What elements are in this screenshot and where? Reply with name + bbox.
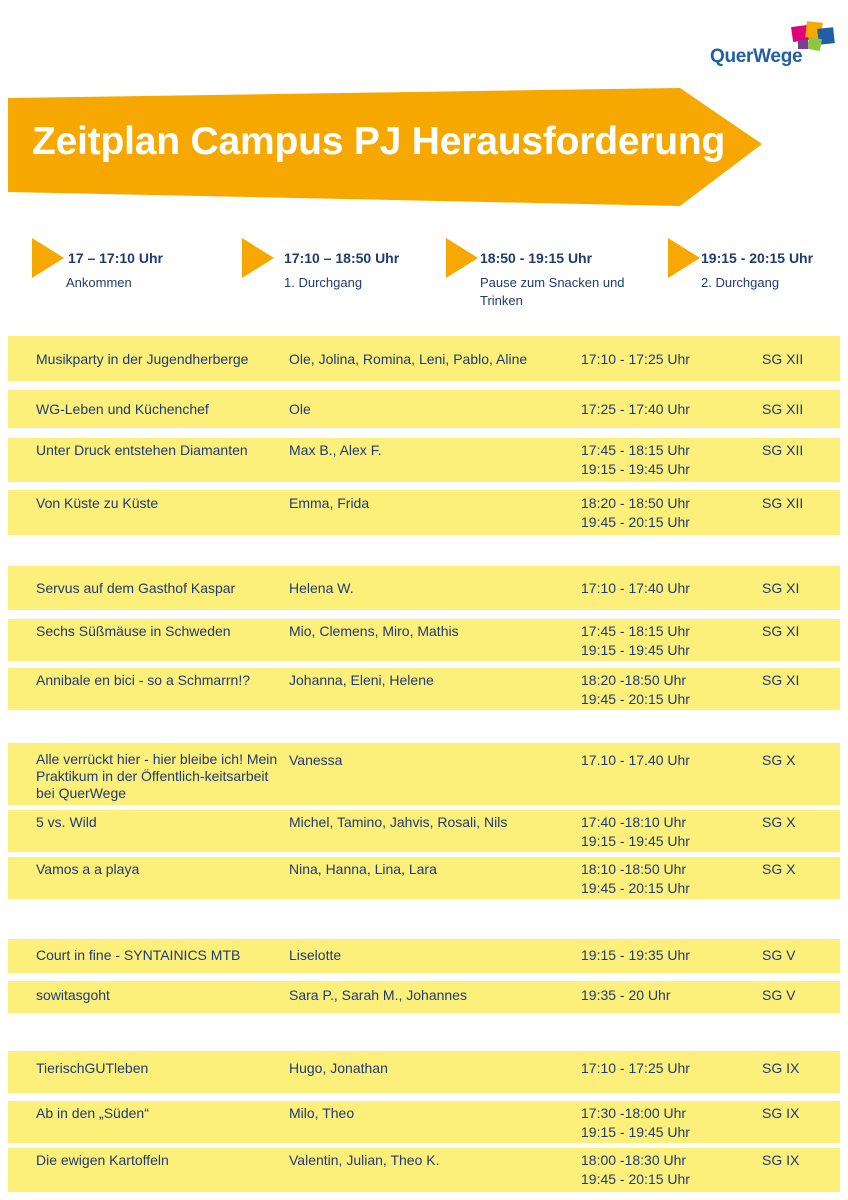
schedule-row — [8, 1051, 840, 1093]
phase-arrow-icon — [242, 238, 274, 278]
time-slot-1: 17:45 - 18:15 Uhr — [581, 442, 690, 458]
time-slot-1: 17.10 - 17.40 Uhr — [581, 752, 690, 768]
time-slots — [581, 441, 731, 479]
time-slot-1: 17:25 - 17:40 Uhr — [581, 401, 690, 417]
schedule-row — [8, 490, 840, 535]
time-slots — [581, 494, 731, 532]
phase-time: 17:10 – 18:50 Uhr — [284, 250, 400, 266]
project-title: Alle verrückt hier - hier bleibe ich! Mein Praktikum in der Öffentlich-keitsarbeit bei QuerWege — [36, 751, 278, 801]
participants: Vanessa — [289, 752, 343, 768]
time-slot-1: 18:00 -18:30 Uhr — [581, 1152, 687, 1168]
group-label: SG V — [762, 947, 796, 963]
time-slot-1: 17:10 - 17:25 Uhr — [581, 351, 690, 367]
project-title: Court in fine - SYNTAINICS MTB — [36, 947, 241, 963]
schedule-row — [8, 810, 840, 852]
participants: Michel, Tamino, Jahvis, Rosali, Nils — [289, 814, 508, 830]
time-slot-2: 19:15 - 19:45 Uhr — [581, 642, 690, 658]
phase-time: 18:50 - 19:15 Uhr — [480, 250, 593, 266]
project-title: WG-Leben und Küchenchef — [36, 401, 209, 417]
project-title: Ab in den „Süden“ — [36, 1105, 149, 1121]
participants: Liselotte — [289, 947, 342, 963]
participants: Emma, Frida — [289, 495, 370, 511]
time-slots — [581, 671, 731, 709]
phase-time: 19:15 - 20:15 Uhr — [701, 250, 814, 266]
time-slot-1: 17:10 - 17:40 Uhr — [581, 580, 690, 596]
time-slot-2: 19:45 - 20:15 Uhr — [581, 514, 690, 530]
participants: Ole — [289, 401, 311, 417]
time-slots — [581, 622, 731, 660]
schedule-row — [8, 390, 840, 428]
group-label: SG V — [762, 987, 796, 1003]
phase-arrow-icon — [32, 238, 64, 278]
time-slot-1: 17:45 - 18:15 Uhr — [581, 623, 690, 639]
participants: Nina, Hanna, Lina, Lara — [289, 861, 437, 877]
time-slot-2: 19:15 - 19:45 Uhr — [581, 461, 690, 477]
time-slot-2: 19:45 - 20:15 Uhr — [581, 880, 690, 896]
participants: Ole, Jolina, Romina, Leni, Pablo, Aline — [289, 351, 528, 367]
time-slots — [581, 986, 731, 1005]
participants: Valentin, Julian, Theo K. — [289, 1152, 440, 1168]
time-slots — [581, 751, 731, 770]
time-slots — [581, 1059, 731, 1078]
participants: Johanna, Eleni, Helene — [289, 672, 434, 688]
time-slots — [581, 350, 731, 369]
time-slots — [581, 946, 731, 965]
time-slot-1: 18:20 -18:50 Uhr — [581, 672, 687, 688]
logo-wordmark: QuerWege — [710, 46, 803, 67]
participants: Mio, Clemens, Miro, Mathis — [289, 623, 459, 639]
phase-label: 2. Durchgang — [701, 275, 780, 290]
schedule-row — [8, 1101, 840, 1143]
participants: Max B., Alex F. — [289, 442, 382, 458]
group-label: SG XII — [762, 351, 804, 367]
logo-square-green — [807, 37, 822, 51]
project-title: TierischGUTleben — [36, 1060, 149, 1076]
phase-time: 17 – 17:10 Uhr — [68, 250, 163, 266]
group-label: SG XI — [762, 623, 800, 639]
time-slots — [581, 860, 731, 898]
time-slot-1: 18:10 -18:50 Uhr — [581, 861, 687, 877]
project-title: Musikparty in der Jugendherberge — [36, 351, 249, 367]
project-title: Servus auf dem Gasthof Kaspar — [36, 580, 236, 596]
schedule-row — [8, 336, 840, 381]
group-label: SG IX — [762, 1152, 800, 1168]
group-label: SG X — [762, 752, 796, 768]
schedule-row — [8, 668, 840, 710]
project-title: Sechs Süßmäuse in Schweden — [36, 623, 231, 639]
group-label: SG XI — [762, 580, 800, 596]
schedule-row — [8, 939, 840, 973]
group-label: SG XII — [762, 495, 804, 511]
project-title: Von Küste zu Küste — [36, 495, 159, 511]
project-title: Vamos a a playa — [36, 861, 140, 877]
group-label: SG XII — [762, 442, 804, 458]
project-title: Die ewigen Kartoffeln — [36, 1152, 169, 1168]
time-slot-1: 18:20 - 18:50 Uhr — [581, 495, 690, 511]
phase-arrow-icon — [668, 238, 700, 278]
time-slot-2: 19:15 - 19:45 Uhr — [581, 1124, 690, 1140]
participants: Sara P., Sarah M., Johannes — [289, 987, 467, 1003]
participants: Milo, Theo — [289, 1105, 355, 1121]
time-slot-2: 19:45 - 20:15 Uhr — [581, 691, 690, 707]
phase-arrow-icon — [446, 238, 478, 278]
phase-label: 1. Durchgang — [284, 275, 363, 290]
project-title: Annibale en bici - so a Schmarrn!? — [36, 672, 250, 688]
phase-label: Ankommen — [66, 275, 132, 290]
querwege-logo — [708, 22, 838, 72]
time-slots — [581, 1151, 731, 1189]
group-label: SG XI — [762, 672, 800, 688]
project-title: 5 vs. Wild — [36, 814, 97, 830]
time-slots — [581, 813, 731, 851]
time-slot-1: 17:40 -18:10 Uhr — [581, 814, 687, 830]
participants: Helena W. — [289, 580, 354, 596]
group-label: SG X — [762, 814, 796, 830]
time-slot-1: 19:35 - 20 Uhr — [581, 987, 671, 1003]
schedule-row — [8, 857, 840, 899]
time-slots — [581, 400, 731, 419]
group-label: SG XII — [762, 401, 804, 417]
group-label: SG X — [762, 861, 796, 877]
schedule-row — [8, 566, 840, 610]
schedule-row — [8, 1148, 840, 1192]
page-title: Zeitplan Campus PJ Herausforderung — [32, 120, 726, 163]
project-title: Unter Druck entstehen Diamanten — [36, 442, 248, 458]
schedule-row — [8, 743, 840, 805]
time-slots — [581, 1104, 731, 1142]
title-banner — [8, 88, 764, 206]
group-label: SG IX — [762, 1060, 800, 1076]
time-slot-2: 19:15 - 19:45 Uhr — [581, 833, 690, 849]
schedule-row — [8, 619, 840, 661]
schedule-row — [8, 438, 840, 482]
time-slot-1: 17:30 -18:00 Uhr — [581, 1105, 687, 1121]
group-label: SG IX — [762, 1105, 800, 1121]
time-slot-2: 19:45 - 20:15 Uhr — [581, 1171, 690, 1187]
time-slots — [581, 579, 731, 598]
phase-label: Pause zum Snacken und Trinken — [480, 275, 625, 308]
participants: Hugo, Jonathan — [289, 1060, 388, 1076]
project-title: sowitasgoht — [36, 987, 110, 1003]
time-slot-1: 17:10 - 17:25 Uhr — [581, 1060, 690, 1076]
schedule-row — [8, 981, 840, 1013]
time-slot-1: 19:15 - 19:35 Uhr — [581, 947, 690, 963]
